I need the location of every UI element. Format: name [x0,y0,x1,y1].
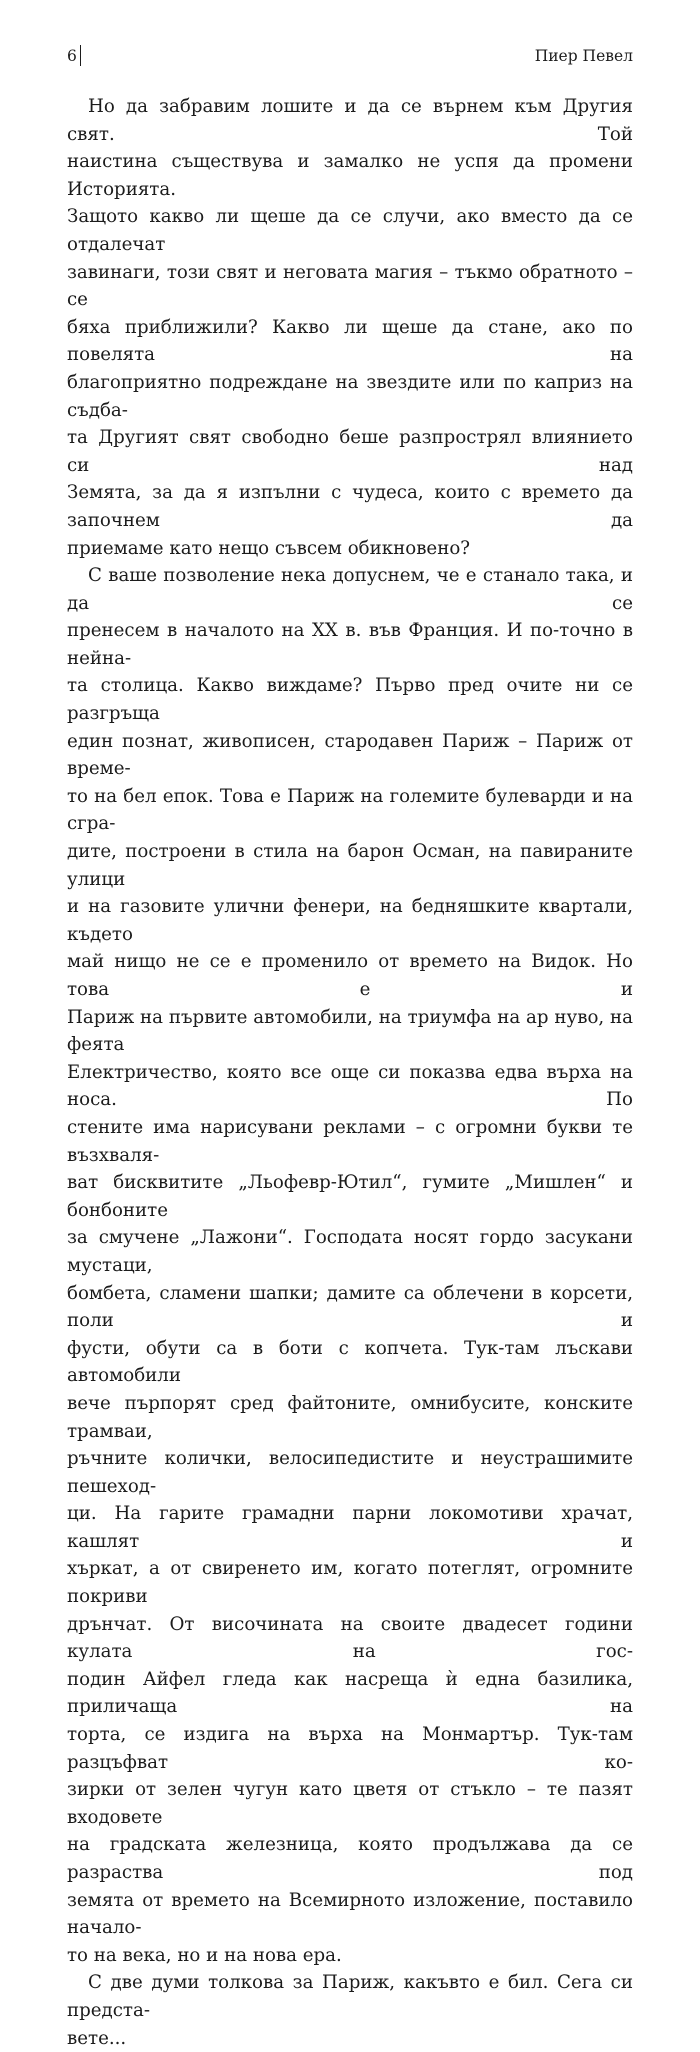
text-line: вете... [67,2027,127,2049]
text-line: Париж на първите автомобили, на триумфа на ар нуво, на феята [67,1006,633,1056]
paragraph [67,93,633,562]
text-line: бяха приближили? Какво ли щеше да стане, ако по повелята на [67,316,633,366]
text-line: ват бисквитите „Льофевр-Ютил“, гумите „Мишлен“ и бонбоните [67,1172,633,1221]
text-line: ръчните колички, велосипедистите и неустрашимите пешеход- [67,1448,633,1497]
text-line: хъркат, а от свиренето им, когато потеглят, огромните покриви [67,1558,633,1608]
text-line: благоприятно подреждане на звездите или по каприз на съдба- [67,371,633,421]
running-head-author: Пиер Певел [534,47,633,65]
text-line: за смучене „Лажони“. Господата носят гордо засукани мустаци, [67,1227,633,1276]
text-line: то на века, но и на нова ера. [67,1944,342,1966]
text-line: то на бел епок. Това е Париж на големите булеварди и на сгра- [67,785,633,835]
text-line: един познат, живописен, стародавен Париж – Париж от време- [67,730,633,780]
text-line: стените има нарисувани реклами – с огромни букви те възхваля- [67,1116,633,1166]
text-line: дрънчат. От височината на своите двадесет години кулата на гос- [67,1613,633,1663]
text-line: С ваше позволение нека допуснем, че е станало така, и да се [67,565,633,614]
text-line: С две думи толкова за Париж, какъвто е бил. Сега си предста- [67,1972,633,2021]
text-line: на градската железница, която продължава да се разраства под [67,1834,633,1883]
text-line: бомбета, сламени шапки; дамите са облечени в корсети, поли и [67,1282,633,1332]
text-line: ци. На гарите грамадни парни локомотиви храчат, кашлят и [67,1503,633,1552]
text-line: пренесем в началото на XX в. във Франция. И по-точно в нейна- [67,620,633,669]
header-divider [80,45,81,66]
text-line: подин Айфел гледа как насреща ѝ една базилика, приличаща на [67,1668,633,1718]
text-line: и на газовите улични фенери, на бедняшките квартали, където [67,896,633,945]
text-line: вече пърпорят сред файтоните, омнибусите, конските трамваи, [67,1392,633,1442]
text-line: приемаме като нещо съвсем обикновено? [67,537,471,559]
page-header [67,47,633,71]
page-number: 6 [67,47,77,65]
text-line: Електричество, която все още си показва едва върха на носа. По [67,1061,633,1111]
paragraph [67,1969,633,2052]
text-line: та столица. Какво виждаме? Първо пред очите ни се разгръща [67,675,633,725]
text-line: торта, се издига на върха на Монмартър. Тук-там разцъфват ко- [67,1724,633,1773]
text-line: зирки от зелен чугун като цветя от стъкло – те пазят входовете [67,1779,633,1828]
text-line: завинаги, този свят и неговата магия – тъкмо обратното – се [67,261,633,311]
paragraph [67,562,633,1969]
text-line: Защото какво ли щеше да се случи, ако вместо да се отдалечат [67,206,633,255]
body-text [67,93,633,2052]
text-line: Но да забравим лошите и да се върнем към Другия свят. Той [67,96,633,145]
text-line: наистина съществува и замалко не успя да промени Историята. [67,151,633,200]
text-line: та Другият свят свободно беше разпрострял влиянието си над [67,427,633,476]
text-line: дите, построени в стила на барон Осман, на павираните улици [67,841,633,890]
text-line: земята от времето на Всемирното изложение, поставило начало- [67,1889,633,1939]
text-line: фусти, обути са в боти с копчета. Тук-там лъскави автомобили [67,1337,633,1387]
text-line: май нищо не се е променило от времето на Видок. Но това е и [67,951,633,1000]
text-line: Земята, за да я изпълни с чудеса, които с времето да започнем да [67,482,633,531]
